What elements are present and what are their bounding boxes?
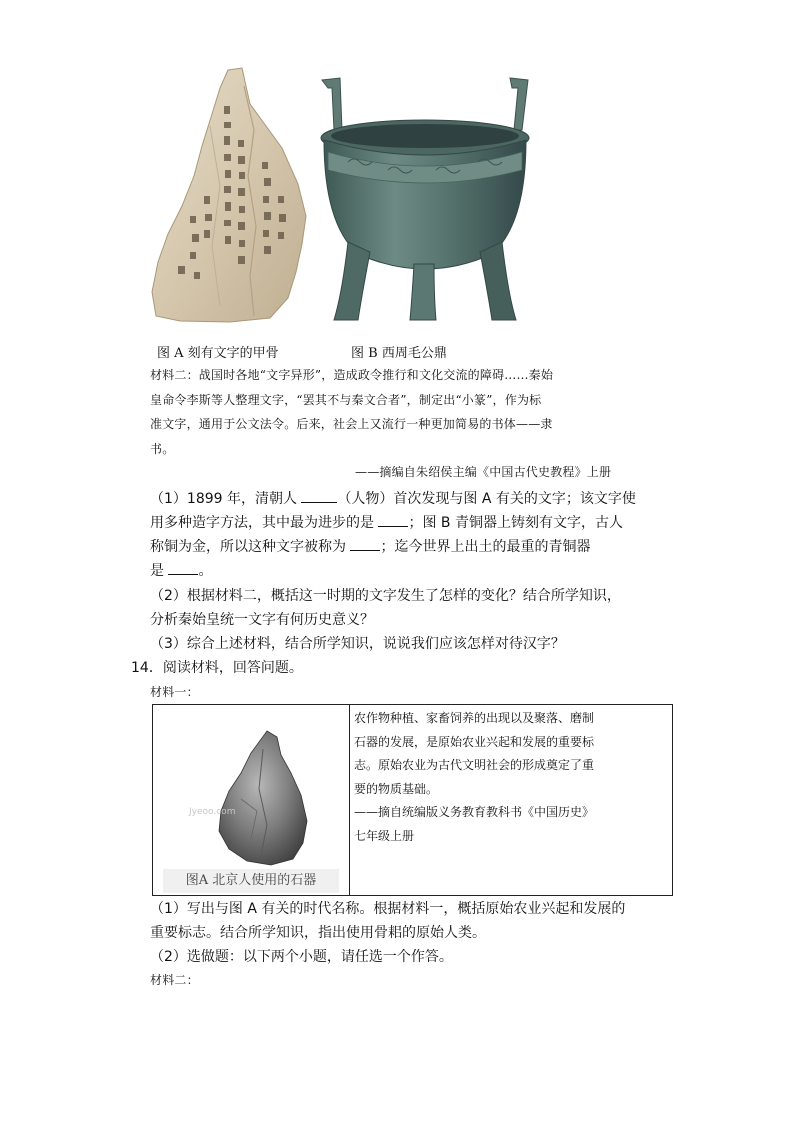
answer-blank-person[interactable] bbox=[301, 488, 337, 503]
q13-part1-line2: 用多种造字方法，其中最为进步的是 ；图 B 青铜器上铸刻有文字，古人 bbox=[150, 511, 675, 536]
q13-part2-line1: （2）根据材料二，概括这一时期的文字发生了怎样的变化？结合所学知识， bbox=[150, 588, 621, 604]
material-1-text bbox=[350, 705, 672, 850]
material-1-text-cell bbox=[350, 705, 673, 896]
answer-blank-method[interactable] bbox=[378, 512, 408, 527]
q14-part2: （2）选做题：以下两个小题，请任选一个作答。 bbox=[150, 949, 453, 965]
oracle-bone-image bbox=[150, 66, 310, 324]
stone-tool-image bbox=[211, 729, 311, 873]
watermark: Jyeoo.com bbox=[189, 807, 236, 817]
material-1-table bbox=[152, 704, 673, 896]
q13-part1-line3: 称铜为金，所以这种文字被称为 ；迄今世界上出土的最重的青铜器 bbox=[150, 535, 675, 560]
q13-part1-line4: 是 。 bbox=[150, 559, 675, 584]
stone-tool-cell bbox=[153, 705, 350, 896]
q13-part1-line1: （1）1899 年，清朝人 （人物）首次发现与图 A 有关的文字；该文字使 bbox=[150, 487, 675, 512]
stone-tool-caption: 图A 北京人使用的石器 bbox=[163, 869, 339, 893]
q14-material-1-label: 材料一： bbox=[150, 685, 199, 699]
material-2-line: 皇命令李斯等人整理文字，“罢其不与秦文合者”，制定出“小篆”，作为标 bbox=[150, 392, 542, 407]
material-2-line: 准文字，通用于公文法令。后来，社会上又流行一种更加简易的书体——隶 bbox=[150, 417, 553, 431]
material-2-source: ——摘编自朱绍侯主编《中国古代史教程》上册 bbox=[355, 465, 612, 479]
material-2-line: 书。 bbox=[150, 441, 175, 456]
answer-blank-script[interactable] bbox=[350, 536, 380, 551]
material-1-line: 农作物种植、家畜饲养的出现以及聚落、磨制 bbox=[354, 711, 595, 725]
q14-part1-line1: （1）写出与图 A 有关的时代名称。根据材料一，概括原始农业兴起和发展的 bbox=[150, 901, 626, 917]
material-1-source-cont: 七年级上册 bbox=[354, 828, 415, 843]
material-1-line: 要的物质基础。 bbox=[354, 781, 439, 796]
q14-part1-line2: 重要标志。结合所学知识，指出使用骨耜的原始人类。 bbox=[150, 925, 486, 941]
figure-a-caption: 图 A 刻有文字的甲骨 bbox=[157, 346, 279, 361]
material-1-line: 石器的发展，是原始农业兴起和发展的重要标 bbox=[354, 734, 595, 749]
q13-part3: （3）综合上述材料，结合所学知识，说说我们应该怎样对待汉字？ bbox=[150, 636, 565, 652]
q14-heading: 14．阅读材料，回答问题。 bbox=[131, 660, 303, 676]
figure-b-caption: 图 B 西周毛公鼎 bbox=[351, 346, 447, 361]
q13-part2-line2: 分析秦始皇统一文字有何历史意义？ bbox=[150, 612, 374, 628]
bronze-ding-image bbox=[318, 74, 532, 326]
material-1-source: ——摘自统编版义务教育教科书《中国历史》 bbox=[354, 805, 595, 819]
q14-material-2-label: 材料二： bbox=[150, 973, 199, 987]
answer-blank-bronze[interactable] bbox=[168, 560, 198, 575]
material-1-line: 志。原始农业为古代文明社会的形成奠定了重 bbox=[354, 758, 595, 772]
material-2-line: 材料二：战国时各地“文字异形”，造成政令推行和文化交流的障碍……秦始 bbox=[150, 368, 554, 382]
material-2-text bbox=[150, 363, 680, 461]
